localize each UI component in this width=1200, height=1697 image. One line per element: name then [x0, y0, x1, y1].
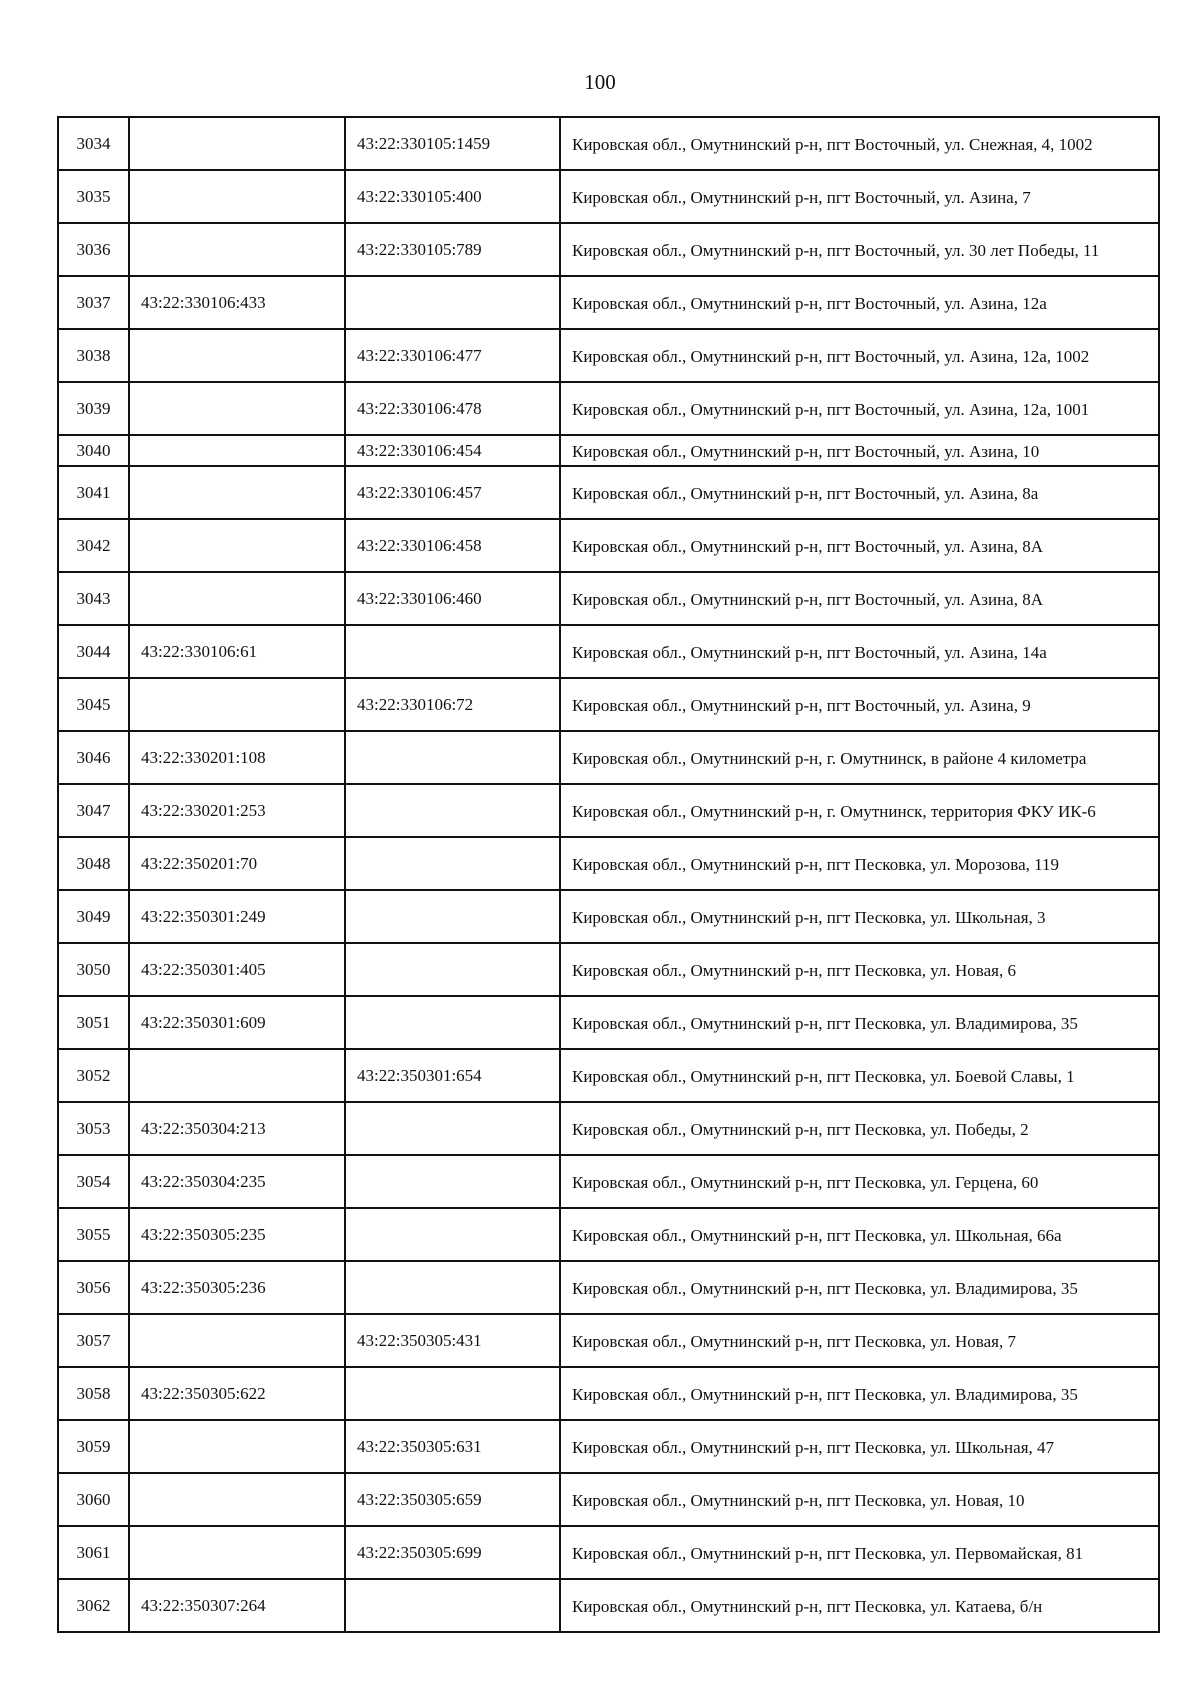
object-cadastral-number	[345, 1155, 560, 1208]
row-number: 3043	[58, 572, 129, 625]
row-number: 3060	[58, 1473, 129, 1526]
object-cadastral-number	[345, 996, 560, 1049]
address: Кировская обл., Омутнинский р-н, пгт Восточный, ул. Азина, 10	[560, 435, 1159, 466]
table-row	[58, 625, 1159, 678]
address: Кировская обл., Омутнинский р-н, пгт Песковка, ул. Герцена, 60	[560, 1155, 1159, 1208]
table-row	[58, 784, 1159, 837]
table-row	[58, 1155, 1159, 1208]
row-number: 3052	[58, 1049, 129, 1102]
address: Кировская обл., Омутнинский р-н, пгт Песковка, ул. Владимирова, 35	[560, 1367, 1159, 1420]
table-row	[58, 890, 1159, 943]
land-cadastral-number: 43:22:330106:61	[129, 625, 345, 678]
address: Кировская обл., Омутнинский р-н, пгт Восточный, ул. Азина, 8а	[560, 466, 1159, 519]
row-number: 3056	[58, 1261, 129, 1314]
object-cadastral-number	[345, 837, 560, 890]
table-row	[58, 435, 1159, 466]
object-cadastral-number: 43:22:330106:457	[345, 466, 560, 519]
row-number: 3051	[58, 996, 129, 1049]
table-row	[58, 1367, 1159, 1420]
table-row	[58, 1208, 1159, 1261]
row-number: 3047	[58, 784, 129, 837]
row-number: 3042	[58, 519, 129, 572]
address: Кировская обл., Омутнинский р-н, пгт Песковка, ул. Первомайская, 81	[560, 1526, 1159, 1579]
address: Кировская обл., Омутнинский р-н, пгт Восточный, ул. Снежная, 4, 1002	[560, 117, 1159, 170]
row-number: 3054	[58, 1155, 129, 1208]
address: Кировская обл., Омутнинский р-н, пгт Песковка, ул. Новая, 10	[560, 1473, 1159, 1526]
object-cadastral-number: 43:22:330105:400	[345, 170, 560, 223]
row-number: 3034	[58, 117, 129, 170]
address: Кировская обл., Омутнинский р-н, пгт Восточный, ул. Азина, 12а	[560, 276, 1159, 329]
object-cadastral-number: 43:22:350305:659	[345, 1473, 560, 1526]
object-cadastral-number	[345, 943, 560, 996]
land-cadastral-number	[129, 572, 345, 625]
table-row	[58, 466, 1159, 519]
table-row	[58, 996, 1159, 1049]
land-cadastral-number	[129, 435, 345, 466]
row-number: 3044	[58, 625, 129, 678]
land-cadastral-number: 43:22:330106:433	[129, 276, 345, 329]
object-cadastral-number	[345, 890, 560, 943]
object-cadastral-number: 43:22:350305:699	[345, 1526, 560, 1579]
object-cadastral-number: 43:22:330105:789	[345, 223, 560, 276]
table-row	[58, 329, 1159, 382]
row-number: 3046	[58, 731, 129, 784]
table-row	[58, 1314, 1159, 1367]
address: Кировская обл., Омутнинский р-н, пгт Восточный, ул. Азина, 12а, 1002	[560, 329, 1159, 382]
row-number: 3050	[58, 943, 129, 996]
table-row	[58, 1473, 1159, 1526]
table-row	[58, 572, 1159, 625]
object-cadastral-number: 43:22:330106:454	[345, 435, 560, 466]
row-number: 3039	[58, 382, 129, 435]
land-cadastral-number: 43:22:350307:264	[129, 1579, 345, 1632]
row-number: 3037	[58, 276, 129, 329]
land-cadastral-number	[129, 1049, 345, 1102]
land-cadastral-number: 43:22:350301:249	[129, 890, 345, 943]
table-row	[58, 1102, 1159, 1155]
address: Кировская обл., Омутнинский р-н, пгт Песковка, ул. Победы, 2	[560, 1102, 1159, 1155]
object-cadastral-number	[345, 1208, 560, 1261]
land-cadastral-number	[129, 382, 345, 435]
table-row	[58, 1049, 1159, 1102]
land-cadastral-number: 43:22:350304:213	[129, 1102, 345, 1155]
row-number: 3040	[58, 435, 129, 466]
land-cadastral-number	[129, 117, 345, 170]
address: Кировская обл., Омутнинский р-н, пгт Восточный, ул. Азина, 9	[560, 678, 1159, 731]
table-row	[58, 1420, 1159, 1473]
table-row	[58, 837, 1159, 890]
land-cadastral-number	[129, 466, 345, 519]
object-cadastral-number	[345, 784, 560, 837]
table-row	[58, 519, 1159, 572]
object-cadastral-number: 43:22:350305:431	[345, 1314, 560, 1367]
address: Кировская обл., Омутнинский р-н, пгт Песковка, ул. Морозова, 119	[560, 837, 1159, 890]
object-cadastral-number	[345, 1102, 560, 1155]
table-row	[58, 223, 1159, 276]
address: Кировская обл., Омутнинский р-н, пгт Восточный, ул. Азина, 14а	[560, 625, 1159, 678]
land-cadastral-number: 43:22:350305:622	[129, 1367, 345, 1420]
row-number: 3035	[58, 170, 129, 223]
land-cadastral-number	[129, 1526, 345, 1579]
address: Кировская обл., Омутнинский р-н, пгт Песковка, ул. Школьная, 47	[560, 1420, 1159, 1473]
object-cadastral-number	[345, 1579, 560, 1632]
object-cadastral-number	[345, 276, 560, 329]
land-cadastral-number: 43:22:350301:609	[129, 996, 345, 1049]
table-row	[58, 1526, 1159, 1579]
land-cadastral-number	[129, 1420, 345, 1473]
row-number: 3059	[58, 1420, 129, 1473]
address: Кировская обл., Омутнинский р-н, пгт Песковка, ул. Новая, 6	[560, 943, 1159, 996]
address: Кировская обл., Омутнинский р-н, пгт Восточный, ул. 30 лет Победы, 11	[560, 223, 1159, 276]
land-cadastral-number: 43:22:330201:253	[129, 784, 345, 837]
table-row	[58, 382, 1159, 435]
address: Кировская обл., Омутнинский р-н, пгт Песковка, ул. Владимирова, 35	[560, 996, 1159, 1049]
land-cadastral-number: 43:22:350305:235	[129, 1208, 345, 1261]
row-number: 3041	[58, 466, 129, 519]
table-row	[58, 276, 1159, 329]
object-cadastral-number: 43:22:330105:1459	[345, 117, 560, 170]
object-cadastral-number: 43:22:330106:72	[345, 678, 560, 731]
address: Кировская обл., Омутнинский р-н, г. Омутнинск, в районе 4 километра	[560, 731, 1159, 784]
address: Кировская обл., Омутнинский р-н, пгт Песковка, ул. Школьная, 3	[560, 890, 1159, 943]
row-number: 3061	[58, 1526, 129, 1579]
land-cadastral-number	[129, 1314, 345, 1367]
object-cadastral-number	[345, 731, 560, 784]
table-row	[58, 1579, 1159, 1632]
address: Кировская обл., Омутнинский р-н, пгт Песковка, ул. Боевой Славы, 1	[560, 1049, 1159, 1102]
property-registry-table	[57, 116, 1160, 1633]
table-row	[58, 117, 1159, 170]
row-number: 3049	[58, 890, 129, 943]
table-row	[58, 1261, 1159, 1314]
object-cadastral-number: 43:22:330106:458	[345, 519, 560, 572]
object-cadastral-number: 43:22:330106:478	[345, 382, 560, 435]
address: Кировская обл., Омутнинский р-н, пгт Песковка, ул. Катаева, б/н	[560, 1579, 1159, 1632]
land-cadastral-number: 43:22:330201:108	[129, 731, 345, 784]
address: Кировская обл., Омутнинский р-н, пгт Восточный, ул. Азина, 8А	[560, 572, 1159, 625]
object-cadastral-number	[345, 625, 560, 678]
address: Кировская обл., Омутнинский р-н, пгт Восточный, ул. Азина, 7	[560, 170, 1159, 223]
row-number: 3048	[58, 837, 129, 890]
table-row	[58, 731, 1159, 784]
row-number: 3036	[58, 223, 129, 276]
table-row	[58, 170, 1159, 223]
row-number: 3058	[58, 1367, 129, 1420]
row-number: 3045	[58, 678, 129, 731]
land-cadastral-number: 43:22:350305:236	[129, 1261, 345, 1314]
land-cadastral-number	[129, 678, 345, 731]
table-row	[58, 943, 1159, 996]
address: Кировская обл., Омутнинский р-н, г. Омутнинск, территория ФКУ ИК-6	[560, 784, 1159, 837]
row-number: 3053	[58, 1102, 129, 1155]
page-number: 100	[584, 70, 616, 94]
row-number: 3057	[58, 1314, 129, 1367]
row-number: 3055	[58, 1208, 129, 1261]
address: Кировская обл., Омутнинский р-н, пгт Песковка, ул. Владимирова, 35	[560, 1261, 1159, 1314]
address: Кировская обл., Омутнинский р-н, пгт Песковка, ул. Школьная, 66а	[560, 1208, 1159, 1261]
land-cadastral-number: 43:22:350304:235	[129, 1155, 345, 1208]
land-cadastral-number	[129, 223, 345, 276]
object-cadastral-number	[345, 1261, 560, 1314]
address: Кировская обл., Омутнинский р-н, пгт Восточный, ул. Азина, 8А	[560, 519, 1159, 572]
address: Кировская обл., Омутнинский р-н, пгт Восточный, ул. Азина, 12а, 1001	[560, 382, 1159, 435]
object-cadastral-number: 43:22:350301:654	[345, 1049, 560, 1102]
land-cadastral-number	[129, 519, 345, 572]
land-cadastral-number: 43:22:350201:70	[129, 837, 345, 890]
land-cadastral-number: 43:22:350301:405	[129, 943, 345, 996]
address: Кировская обл., Омутнинский р-н, пгт Песковка, ул. Новая, 7	[560, 1314, 1159, 1367]
object-cadastral-number: 43:22:350305:631	[345, 1420, 560, 1473]
object-cadastral-number: 43:22:330106:477	[345, 329, 560, 382]
row-number: 3038	[58, 329, 129, 382]
land-cadastral-number	[129, 329, 345, 382]
row-number: 3062	[58, 1579, 129, 1632]
land-cadastral-number	[129, 170, 345, 223]
object-cadastral-number	[345, 1367, 560, 1420]
land-cadastral-number	[129, 1473, 345, 1526]
object-cadastral-number: 43:22:330106:460	[345, 572, 560, 625]
table-row	[58, 678, 1159, 731]
